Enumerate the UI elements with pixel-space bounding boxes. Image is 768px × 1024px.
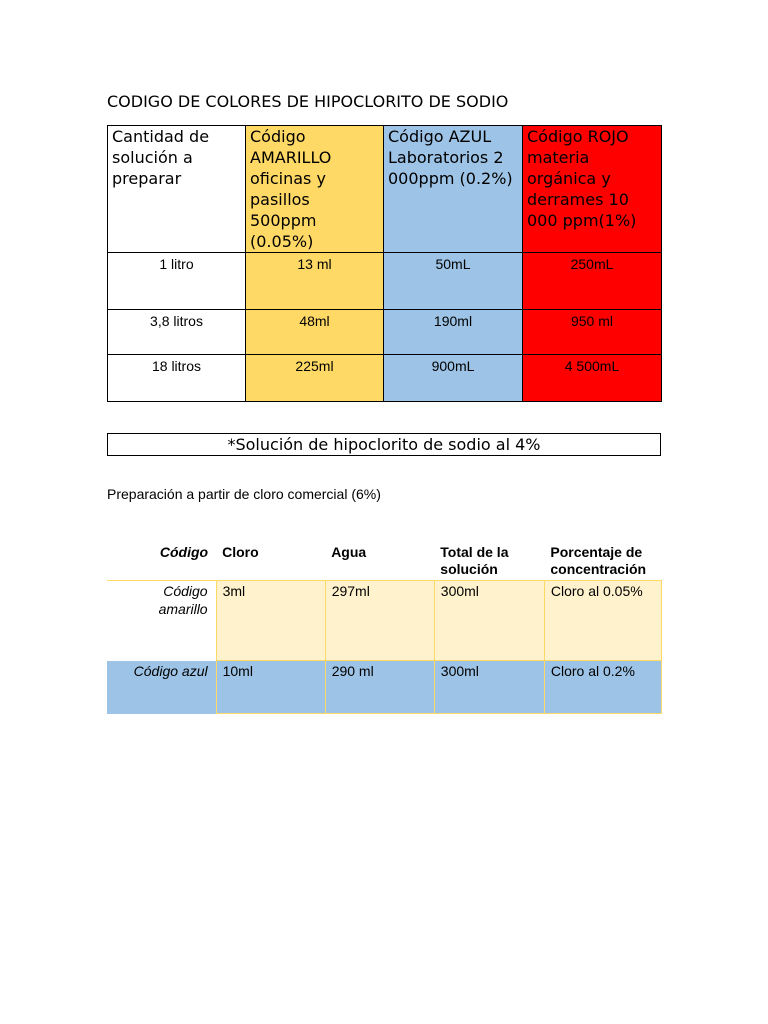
percentage-cell: Cloro al 0.05% — [544, 581, 661, 661]
chlorine-cell: 3ml — [216, 581, 325, 661]
red-cell: 950 ml — [523, 310, 662, 355]
percentage-cell: Cloro al 0.2% — [544, 661, 661, 714]
water-cell: 290 ml — [325, 661, 434, 714]
table-row — [108, 355, 662, 402]
chlorine-cell: 10ml — [216, 661, 325, 714]
preparation-title: Preparación a partir de cloro comercial (6%) — [107, 486, 381, 502]
table-row — [107, 581, 662, 661]
header-code: Código — [159, 544, 209, 560]
blue-cell: 50mL — [384, 253, 523, 310]
quantity-cell: 1 litro — [108, 253, 246, 310]
header-percentage: Porcentaje de concentración — [550, 544, 647, 577]
color-code-header-row — [108, 126, 662, 253]
table-row — [107, 661, 662, 714]
table-row — [108, 253, 662, 310]
header-blue-code: Código AZUL Laboratorios 2 000ppm (0.2%) — [384, 126, 523, 253]
red-cell: 4 500mL — [523, 355, 662, 402]
water-cell: 297ml — [325, 581, 434, 661]
header-quantity: Cantidad de solución a preparar — [108, 126, 246, 253]
code-label: Código azul — [107, 661, 216, 714]
code-label: Código amarillo — [107, 581, 216, 661]
yellow-cell: 225ml — [246, 355, 384, 402]
header-water: Agua — [331, 544, 367, 560]
yellow-cell: 13 ml — [246, 253, 384, 310]
yellow-cell: 48ml — [246, 310, 384, 355]
red-cell: 250mL — [523, 253, 662, 310]
header-chlorine: Cloro — [222, 544, 259, 560]
header-total: Total de la solución — [440, 544, 509, 577]
color-code-table — [107, 125, 662, 402]
preparation-table — [107, 543, 662, 714]
total-cell: 300ml — [434, 581, 544, 661]
table-row — [108, 310, 662, 355]
preparation-header-row — [107, 543, 662, 581]
total-cell: 300ml — [434, 661, 544, 714]
quantity-cell: 3,8 litros — [108, 310, 246, 355]
header-red-code: Código ROJO materia orgánica y derrames 10 000 ppm(1%) — [523, 126, 662, 253]
header-yellow-code: Código AMARILLO oficinas y pasillos 500ppm (0.05%) — [246, 126, 384, 253]
solution-note: *Solución de hipoclorito de sodio al 4% — [107, 433, 661, 456]
blue-cell: 900mL — [384, 355, 523, 402]
document-title: CODIGO DE COLORES DE HIPOCLORITO DE SODIO — [107, 92, 509, 111]
blue-cell: 190ml — [384, 310, 523, 355]
quantity-cell: 18 litros — [108, 355, 246, 402]
